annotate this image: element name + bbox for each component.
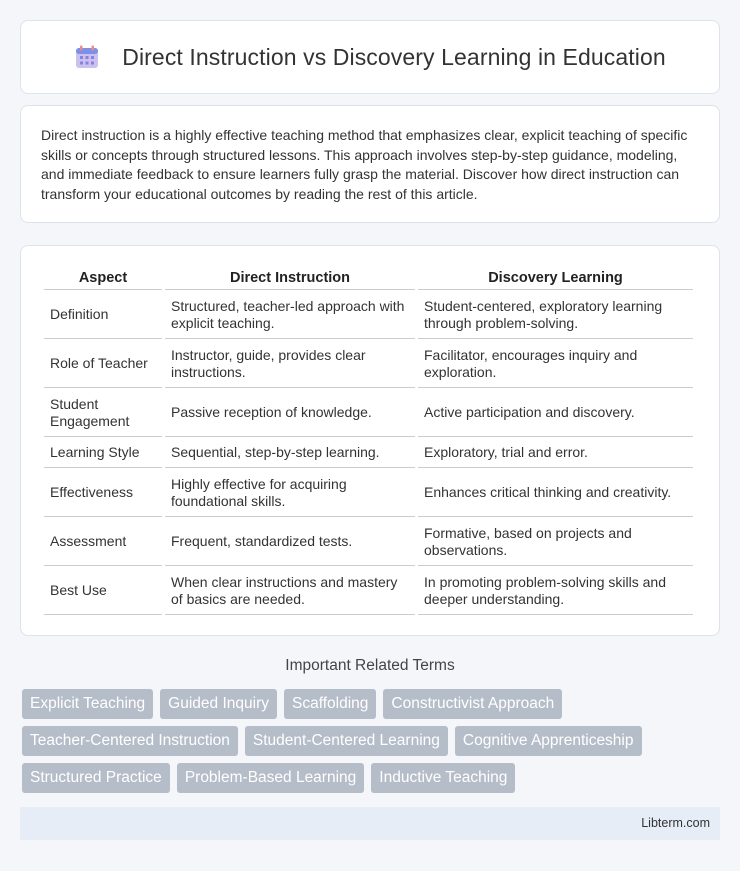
table-cell-direct: Passive reception of knowledge. [165,390,415,437]
tag-constructivist-approach[interactable]: Constructivist Approach [383,689,562,719]
tag-row [22,726,722,756]
table-row [44,341,693,388]
tag-scaffolding[interactable]: Scaffolding [284,689,376,719]
tag-row [22,689,722,719]
table-cell-discovery: Student-centered, exploratory learning through problem-solving. [418,292,693,339]
related-terms-list [22,689,722,800]
tag-inductive-teaching[interactable]: Inductive Teaching [371,763,515,793]
table-row [44,439,693,468]
table-row [44,292,693,339]
table-cell-aspect: Best Use [44,568,162,615]
table-cell-discovery: Formative, based on projects and observations. [418,519,693,566]
table-cell-aspect: Student Engagement [44,390,162,437]
tag-student-centered-learning[interactable]: Student-Centered Learning [245,726,448,756]
table-cell-direct: When clear instructions and mastery of basics are needed. [165,568,415,615]
table-cell-direct: Highly effective for acquiring foundational skills. [165,470,415,517]
table-cell-direct: Sequential, step-by-step learning. [165,439,415,468]
comparison-table [41,266,696,617]
table-row [44,390,693,437]
table-cell-direct: Instructor, guide, provides clear instructions. [165,341,415,388]
table-cell-aspect: Effectiveness [44,470,162,517]
table-cell-direct: Frequent, standardized tests. [165,519,415,566]
table-header-discovery: Discovery Learning [418,268,693,290]
tag-structured-practice[interactable]: Structured Practice [22,763,170,793]
tag-cognitive-apprenticeship[interactable]: Cognitive Apprenticeship [455,726,642,756]
tag-problem-based-learning[interactable]: Problem-Based Learning [177,763,364,793]
table-cell-discovery: Active participation and discovery. [418,390,693,437]
table-row [44,568,693,615]
table-cell-direct: Structured, teacher-led approach with explicit teaching. [165,292,415,339]
page-title: Direct Instruction vs Discovery Learning in Education [122,43,666,70]
table-header-row [44,268,693,290]
table-cell-aspect: Definition [44,292,162,339]
footer-site-link[interactable]: Libterm.com [641,816,710,830]
footer [20,807,720,840]
tag-guided-inquiry[interactable]: Guided Inquiry [160,689,277,719]
table-header-aspect: Aspect [44,268,162,290]
title-card [20,20,720,94]
tag-explicit-teaching[interactable]: Explicit Teaching [22,689,153,719]
intro-card [20,105,720,223]
intro-text: Direct instruction is a highly effective teaching method that emphasizes clear, explicit teaching of specific skills or concepts through structured lessons. This approach involves step-by-step guidance, modeling, and immediate feedback to ensure learners fully grasp the material. Discover how direct instruction can transform your educational outcomes by reading the rest of this article. [41,127,688,202]
table-cell-discovery: Facilitator, encourages inquiry and exploration. [418,341,693,388]
table-cell-discovery: Enhances critical thinking and creativity. [418,470,693,517]
comparison-table-card [20,245,720,636]
table-header-direct: Direct Instruction [165,268,415,290]
tag-teacher-centered-instruction[interactable]: Teacher-Centered Instruction [22,726,238,756]
calendar-grid-icon [74,44,100,70]
table-cell-discovery: Exploratory, trial and error. [418,439,693,468]
table-cell-aspect: Learning Style [44,439,162,468]
table-cell-aspect: Assessment [44,519,162,566]
table-cell-discovery: In promoting problem-solving skills and deeper understanding. [418,568,693,615]
table-cell-aspect: Role of Teacher [44,341,162,388]
related-terms-title: Important Related Terms [285,657,455,674]
table-row [44,519,693,566]
tag-row [22,763,722,793]
table-row [44,470,693,517]
